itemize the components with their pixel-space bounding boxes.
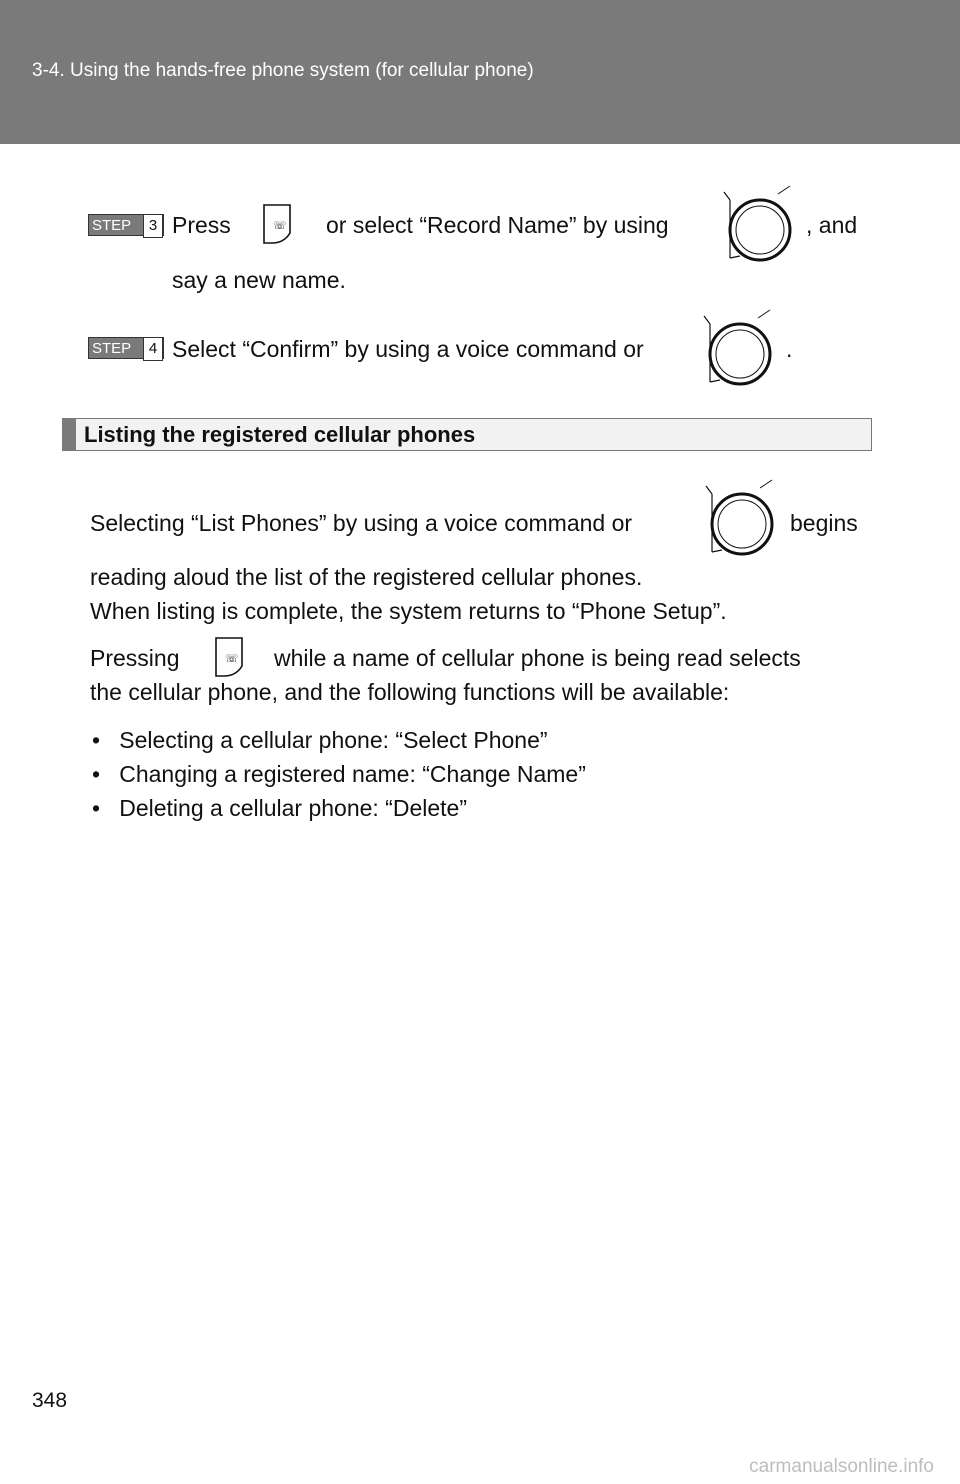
paragraph-3-c: the cellular phone, and the following functions will be available: xyxy=(90,679,730,705)
watermark: carmanualsonline.info xyxy=(749,1456,934,1477)
step-3-text-b: or select “Record Name” by using xyxy=(326,212,669,238)
step-3-badge xyxy=(88,214,164,236)
talk-switch-icon xyxy=(262,203,292,245)
step-4-badge xyxy=(88,337,164,359)
step-label: STEP xyxy=(92,217,132,234)
tune-select-dial-icon xyxy=(700,478,782,560)
bullet-item-1: • Selecting a cellular phone: “Select Phone” xyxy=(92,727,548,753)
header-title: 3-4. Using the hands-free phone system (for cellular phone) xyxy=(32,60,534,81)
bullet-text: Deleting a cellular phone: “Delete” xyxy=(119,795,467,821)
paragraph-1-b: begins xyxy=(790,510,858,536)
paragraph-2: When listing is complete, the system returns to “Phone Setup”. xyxy=(90,598,727,624)
step-3-text-line2: say a new name. xyxy=(172,267,346,293)
section-header xyxy=(62,418,872,451)
paragraph-3-a: Pressing xyxy=(90,645,180,671)
paragraph-3-b: while a name of cellular phone is being read selects xyxy=(274,645,801,671)
step-3-text-a: Press xyxy=(172,212,231,238)
svg-text:☏: ☏ xyxy=(225,652,239,665)
step-3-text-c: , and xyxy=(806,212,858,238)
talk-switch-icon xyxy=(214,636,244,678)
step-number: 4 xyxy=(143,337,163,361)
bullet-text: Selecting a cellular phone: “Select Phone” xyxy=(119,727,548,753)
step-label: STEP xyxy=(92,340,132,357)
bullet-item-2: • Changing a registered name: “Change Name” xyxy=(92,761,586,787)
bullet-text: Changing a registered name: “Change Name” xyxy=(119,761,586,787)
step-number: 3 xyxy=(143,214,163,238)
page-number: 348 xyxy=(32,1389,68,1412)
bullet-item-3: • Deleting a cellular phone: “Delete” xyxy=(92,795,467,821)
tune-select-dial-icon xyxy=(718,184,800,266)
page-header xyxy=(0,0,960,144)
paragraph-1-c: reading aloud the list of the registered cellular phones. xyxy=(90,564,643,590)
paragraph-1-a: Selecting “List Phones” by using a voice command or xyxy=(90,510,633,536)
tune-select-dial-icon xyxy=(698,308,780,390)
step-4-text-a: Select “Confirm” by using a voice command or xyxy=(172,336,644,362)
svg-text:☏: ☏ xyxy=(273,219,287,232)
step-4-text-c: . xyxy=(786,336,793,362)
section-title: Listing the registered cellular phones xyxy=(84,422,476,447)
